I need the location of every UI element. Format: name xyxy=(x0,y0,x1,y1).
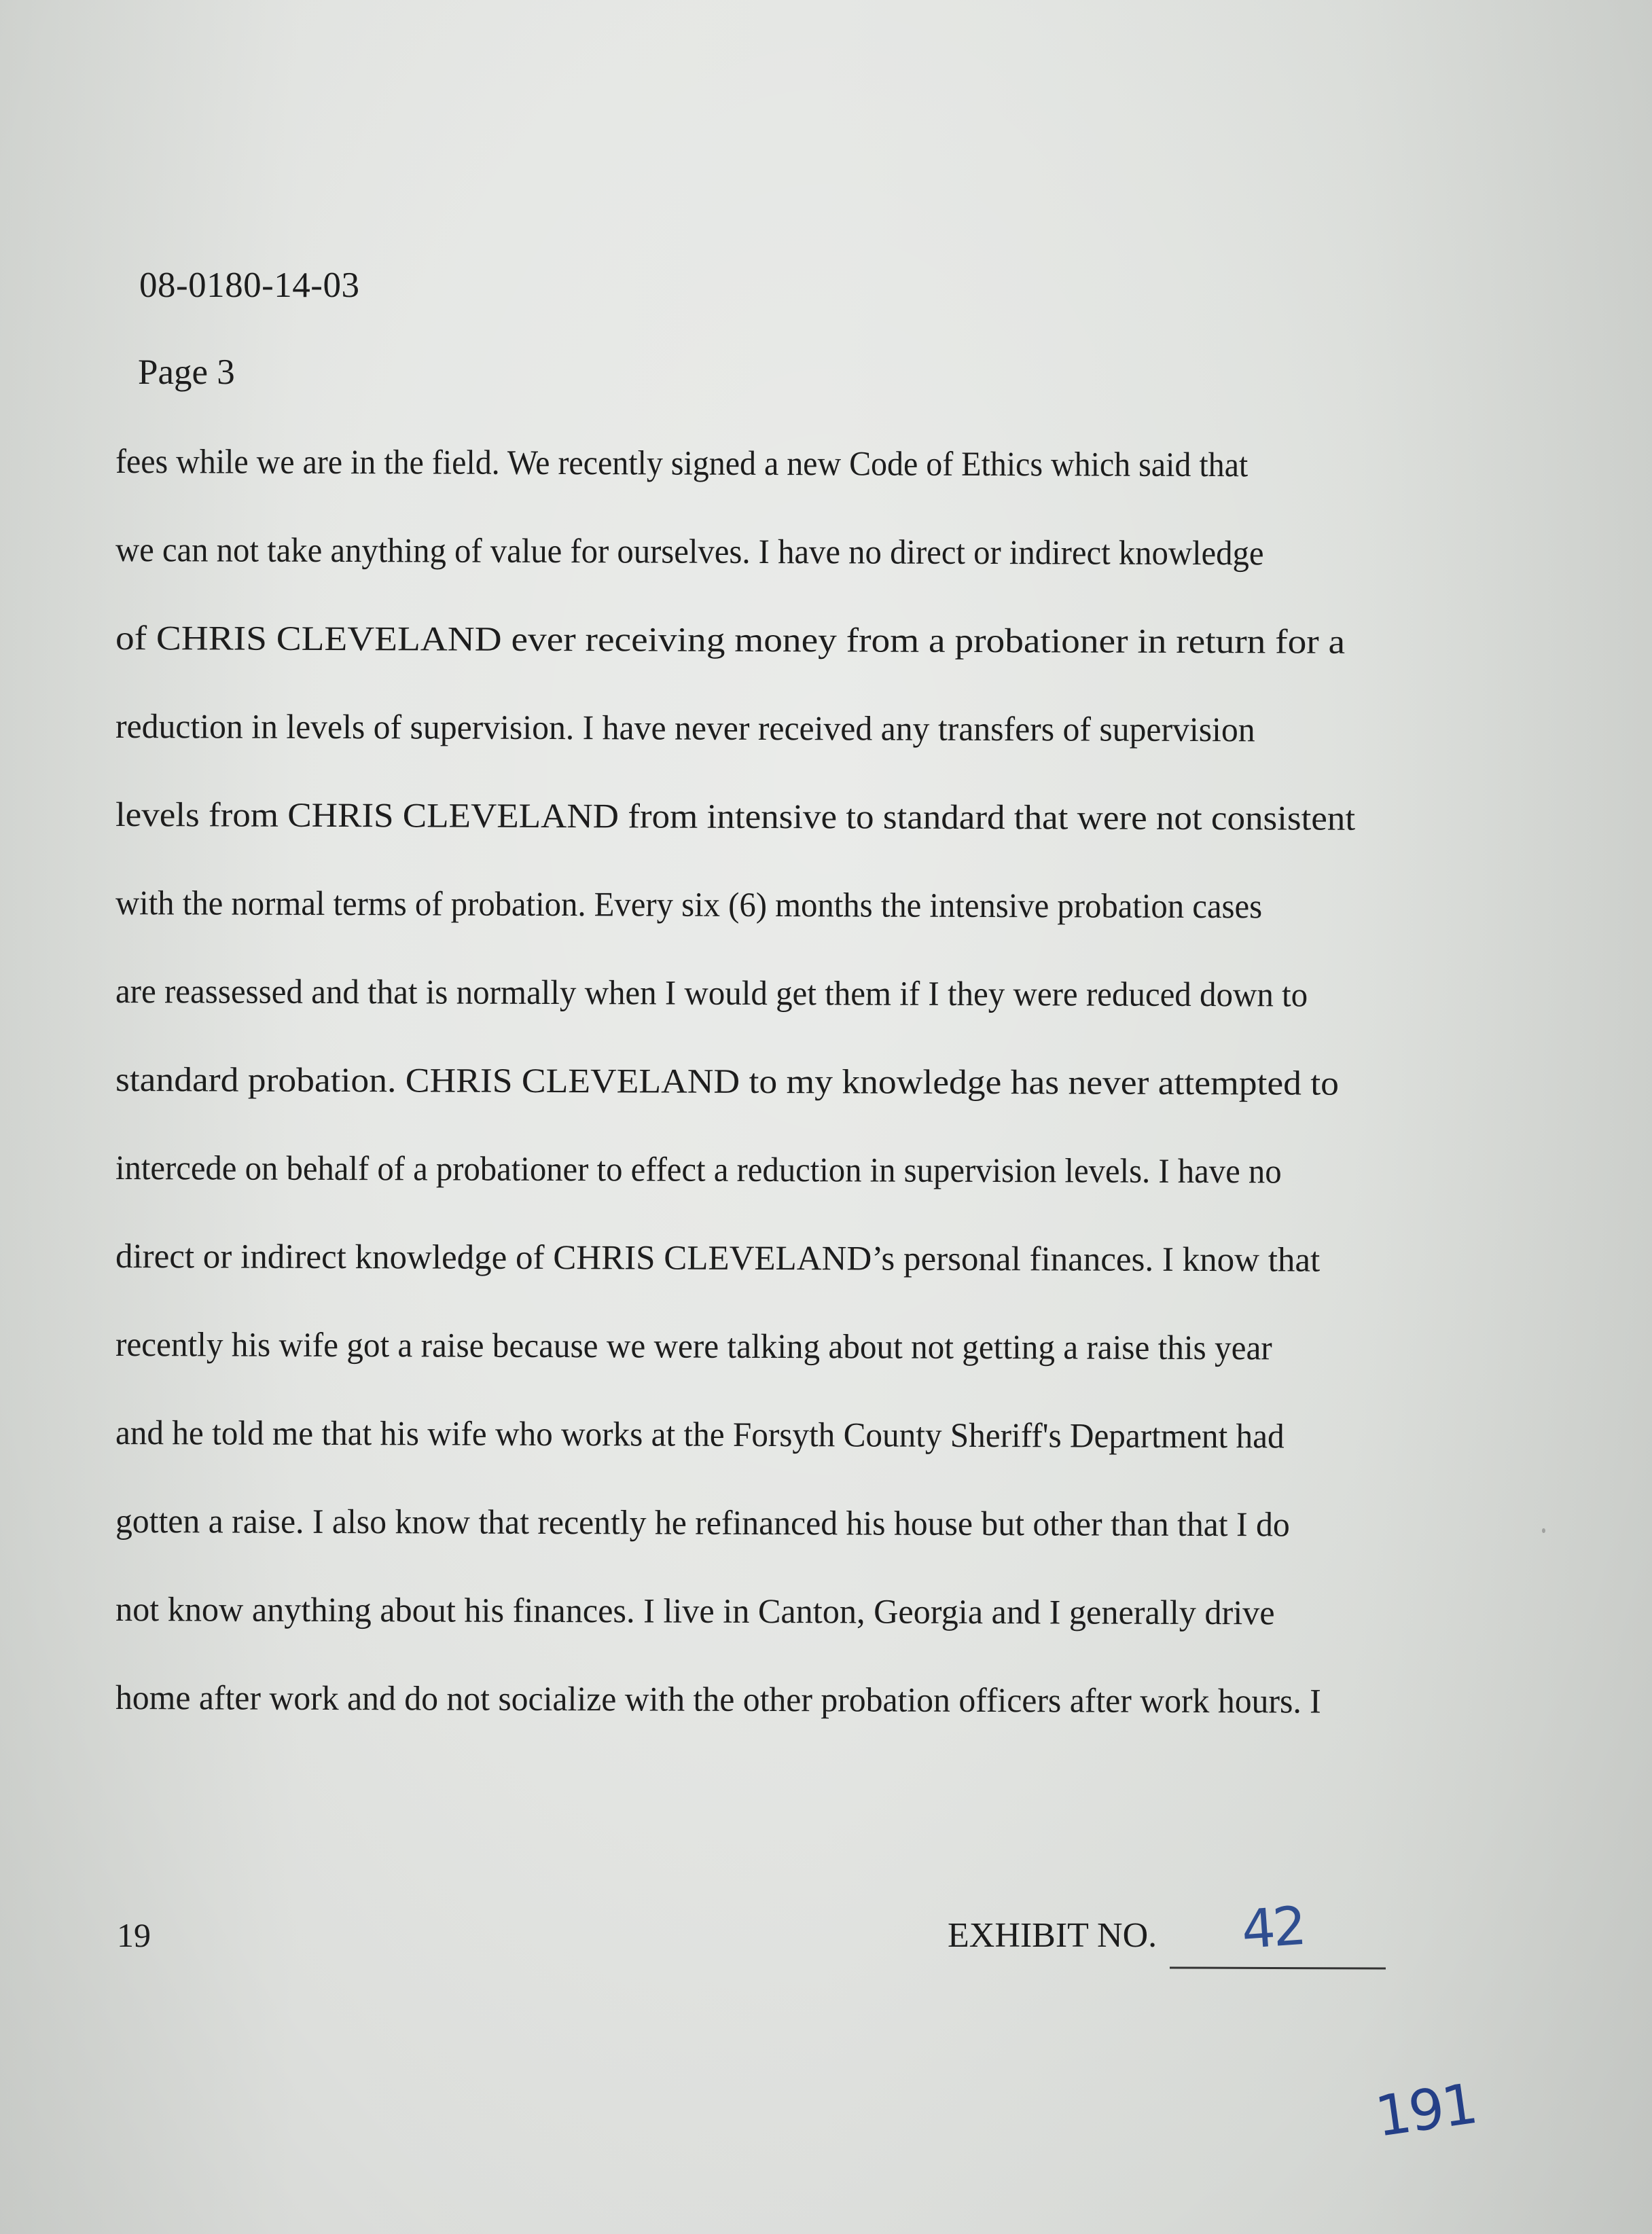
handwritten-exhibit-number: 42 xyxy=(1239,1895,1306,1962)
body-line: are reassessed and that is normally when I would get them if I they were reduced down to xyxy=(115,973,1308,1015)
case-number: 08-0180-14-03 xyxy=(139,266,360,305)
footer-page-number: 19 xyxy=(117,1916,151,1954)
body-line: of CHRIS CLEVELAND ever receiving money from a probationer in return for a xyxy=(115,619,1346,662)
body-line: levels from CHRIS CLEVELAND from intensive to standard that were not consistent xyxy=(115,796,1356,838)
handwritten-page-number: 191 xyxy=(1371,2072,1480,2150)
exhibit-label: EXHIBIT NO. xyxy=(948,1916,1157,1955)
paper-speck xyxy=(1542,1528,1545,1533)
exhibit-underline xyxy=(1170,1966,1386,1969)
page-label: Page 3 xyxy=(138,353,235,392)
body-line: direct or indirect knowledge of CHRIS CLEVELAND’s personal finances. I know that xyxy=(115,1238,1321,1280)
body-line: gotten a raise. I also know that recently he refinanced his house but other than that I do xyxy=(115,1502,1290,1545)
body-line: and he told me that his wife who works at the Forsyth County Sheriff's Department had xyxy=(115,1414,1285,1456)
body-line: intercede on behalf of a probationer to effect a reduction in supervision levels. I have no xyxy=(115,1149,1282,1191)
body-line: fees while we are in the field. We recently signed a new Code of Ethics which said that xyxy=(115,443,1249,485)
body-line: recently his wife got a raise because we were talking about not getting a raise this year xyxy=(115,1326,1272,1368)
body-line: with the normal terms of probation. Every six (6) months the intensive probation cases xyxy=(115,884,1263,926)
body-line: reduction in levels of supervision. I have never received any transfers of supervision xyxy=(115,708,1255,750)
body-line: home after work and do not socialize with the other probation officers after work hours. I xyxy=(115,1679,1321,1721)
body-line: we can not take anything of value for ourselves. I have no direct or indirect knowledge xyxy=(115,531,1264,573)
body-line: not know anything about his finances. I live in Canton, Georgia and I generally drive xyxy=(115,1591,1275,1633)
body-line: standard probation. CHRIS CLEVELAND to my knowledge has never attempted to xyxy=(115,1061,1340,1103)
